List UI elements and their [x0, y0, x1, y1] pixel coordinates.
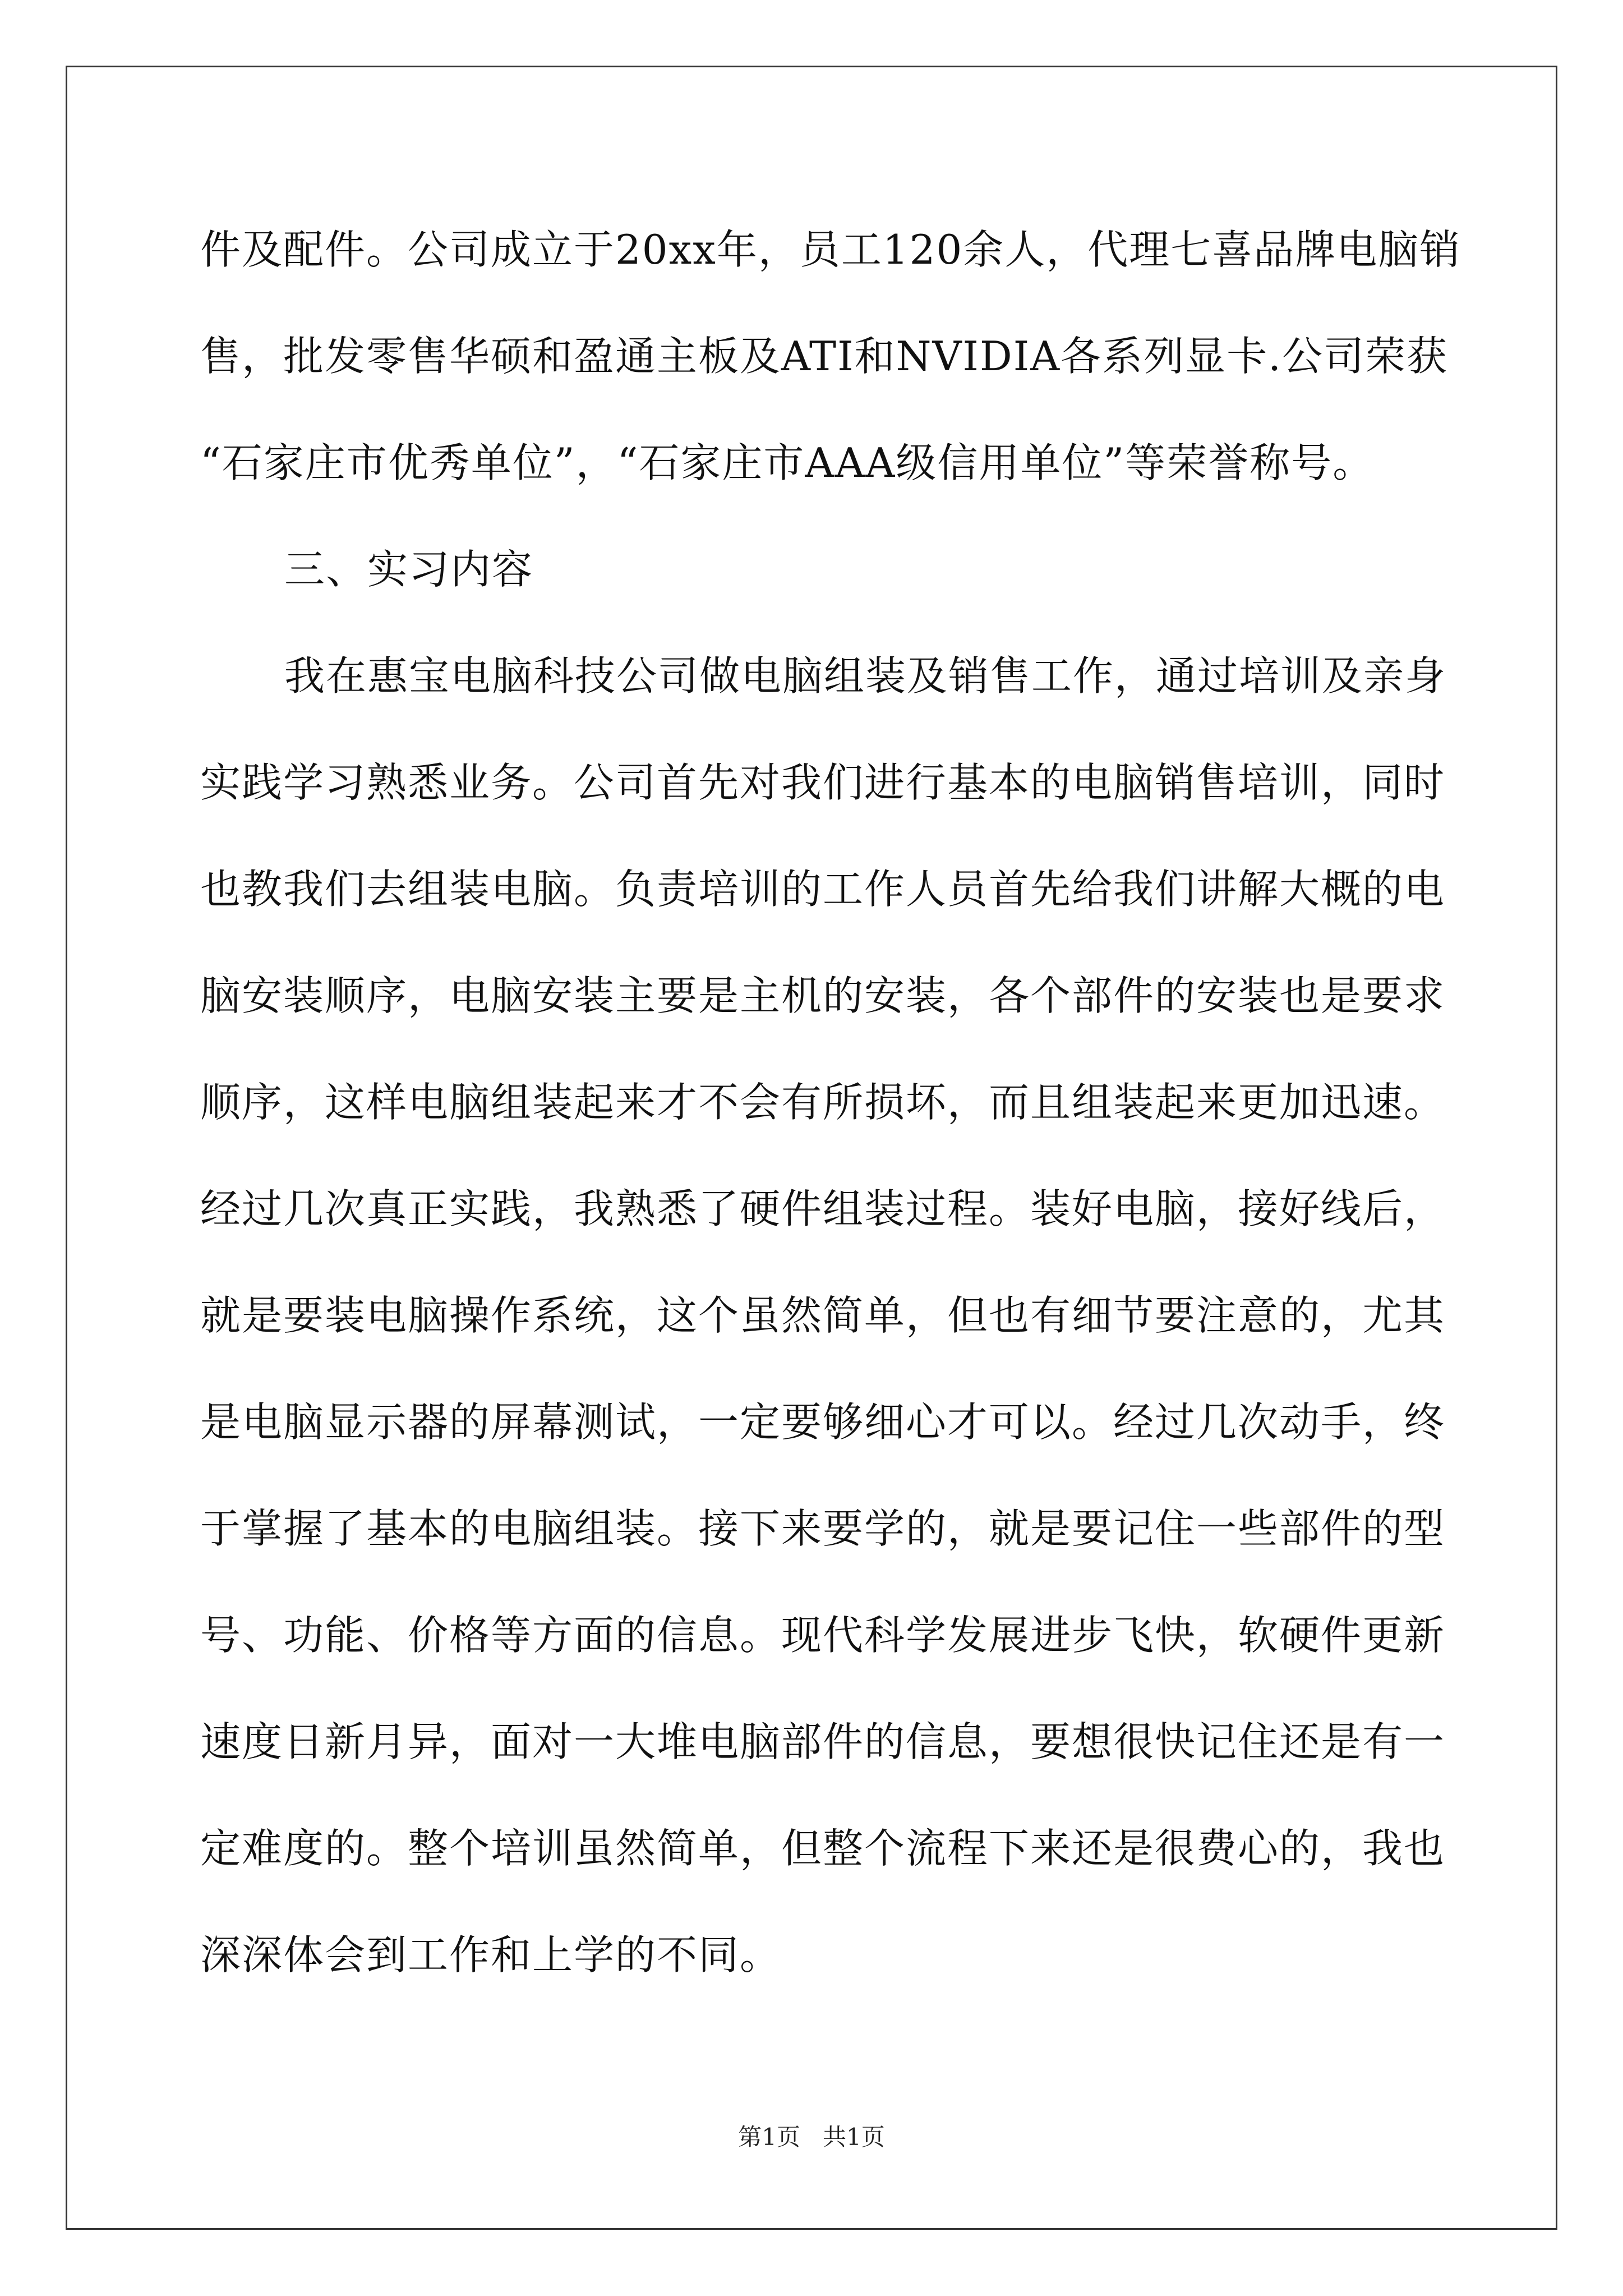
text-line: 经过几次真正实践，我熟悉了硬件组装过程。装好电脑，接好线后，: [200, 1185, 1446, 1232]
document-body: [200, 216, 1461, 2028]
page-number: 第1页: [738, 2123, 800, 2151]
text-line: 也教我们去组装电脑。负责培训的工作人员首先给我们讲解大概的电: [200, 866, 1446, 913]
text-line: “石家庄市优秀单位”，“石家庄市AAA级信用单位”等荣誉称号。: [200, 439, 1375, 486]
text-line: 号、功能、价格等方面的信息。现代科学发展进步飞快，软硬件更新: [200, 1612, 1446, 1659]
page-total: 共1页: [823, 2123, 885, 2151]
text-line: 是电脑显示器的屏幕测试，一定要够细心才可以。经过几次动手，终: [200, 1398, 1446, 1446]
text-line: 件及配件。公司成立于20xx年，员工120余人，代理七喜品牌电脑销: [200, 226, 1461, 273]
text-line: 定难度的。整个培训虽然简单，但整个流程下来还是很费心的，我也: [200, 1825, 1446, 1872]
page-footer: [0, 2120, 1623, 2154]
text-line: 就是要装电脑操作系统，这个虽然简单，但也有细节要注意的，尤其: [200, 1292, 1446, 1339]
text-line: 速度日新月异，面对一大堆电脑部件的信息，要想很快记住还是有一: [200, 1718, 1446, 1765]
text-line: 我在惠宝电脑科技公司做电脑组装及销售工作，通过培训及亲身: [284, 652, 1447, 700]
text-line: 于掌握了基本的电脑组装。接下来要学的，就是要记住一些部件的型: [200, 1505, 1446, 1552]
text-line: 实践学习熟悉业务。公司首先对我们进行基本的电脑销售培训，同时: [200, 759, 1446, 806]
text-line: 深深体会到工作和上学的不同。: [200, 1931, 782, 1978]
text-line: 顺序，这样电脑组装起来才不会有所损坏，而且组装起来更加迅速。: [200, 1079, 1446, 1126]
section-heading: 三、实习内容: [284, 546, 534, 593]
text-line: 售，批发零售华硕和盈通主板及ATI和NVIDIA各系列显卡.公司荣获: [200, 333, 1449, 380]
text-line: 脑安装顺序，电脑安装主要是主机的安装，各个部件的安装也是要求: [200, 972, 1446, 1019]
